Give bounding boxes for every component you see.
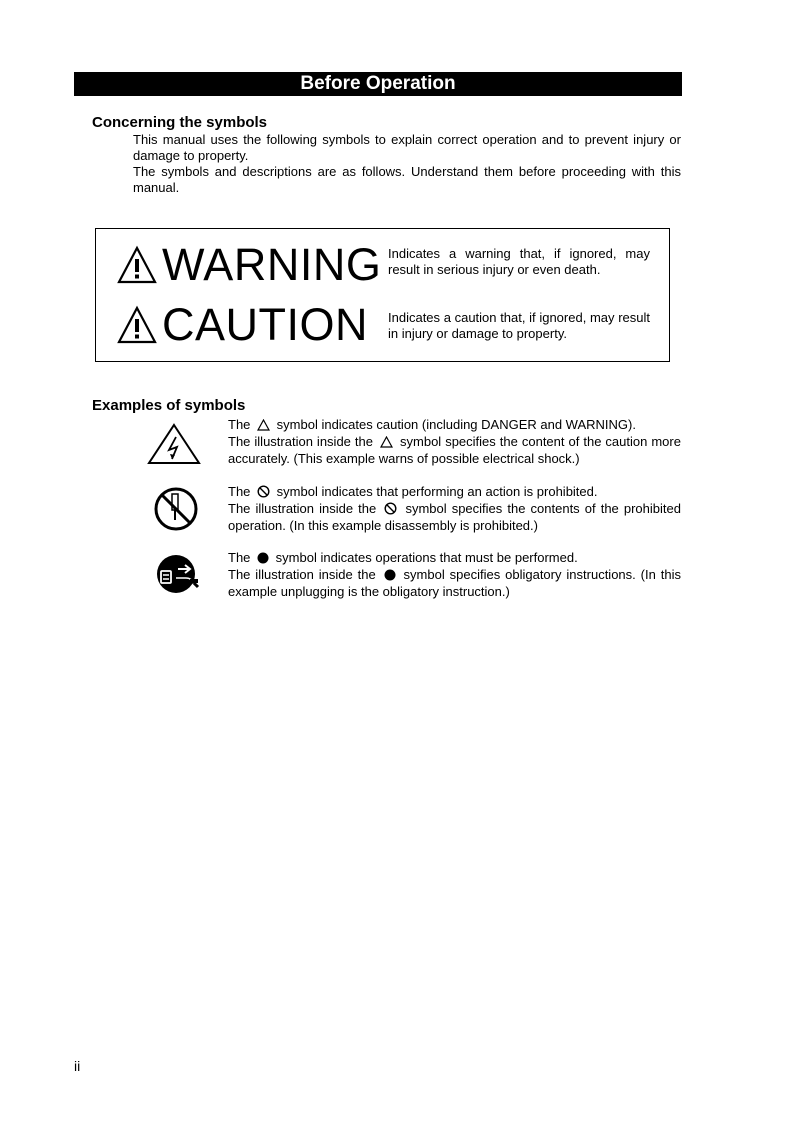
example-prohibition-line-2: The illustration inside the symbol specifies the contents of the prohibited operation. (In this example disassembly is prohibited.) [228, 501, 681, 533]
example-mandatory-line-2: The illustration inside the symbol specifies obligatory instructions. (In this example unplugging is the obligatory instruction.) [228, 567, 681, 599]
concerning-text [133, 132, 681, 196]
example-caution-line-1: The symbol indicates caution (including DANGER and WARNING). [228, 417, 636, 432]
warning-triangle-icon [116, 245, 158, 285]
triangle-symbol-icon [380, 436, 393, 448]
caution-description: Indicates a caution that, if ignored, may result in injury or damage to property. [388, 310, 650, 341]
caution-word: CAUTION [162, 299, 368, 350]
filled-circle-symbol-icon [257, 552, 269, 564]
caution-triangle-icon [116, 305, 158, 345]
prohibition-symbol-icon [257, 485, 270, 498]
electric-shock-triangle-icon [147, 423, 201, 465]
warning-word: WARNING [162, 239, 382, 290]
prohibition-symbol-icon [384, 502, 397, 515]
examples-heading: Examples of symbols [92, 397, 246, 414]
example-caution-text [228, 416, 681, 467]
concerning-paragraph-2: The symbols and descriptions are as follows. Understand them before proceeding with this manual. [133, 164, 681, 195]
warning-description: Indicates a warning that, if ignored, may result in serious injury or even death. [388, 246, 650, 277]
triangle-symbol-icon [257, 419, 270, 431]
caution-signal-row [116, 297, 368, 353]
signal-word-box [95, 228, 670, 362]
unplug-icon [156, 553, 200, 595]
example-prohibition-line-1: The symbol indicates that performing an action is prohibited. [228, 484, 598, 499]
no-disassembly-icon [153, 486, 199, 532]
example-caution-line-2: The illustration inside the symbol specifies the content of the caution more accurately. (This example warns of possible electrical shock.) [228, 434, 681, 466]
warning-signal-row [116, 237, 381, 293]
section-title-banner [74, 72, 682, 96]
example-mandatory-line-1: The symbol indicates operations that must be performed. [228, 550, 578, 565]
example-mandatory-text [228, 549, 681, 600]
filled-circle-symbol-icon [384, 569, 396, 581]
concerning-paragraph-1: This manual uses the following symbols to explain correct operation and to prevent injury or damage to property. [133, 132, 681, 163]
page-number: ii [74, 1058, 81, 1074]
section-title: Before Operation [300, 73, 456, 94]
example-prohibition-text [228, 483, 681, 534]
concerning-heading: Concerning the symbols [92, 114, 268, 131]
